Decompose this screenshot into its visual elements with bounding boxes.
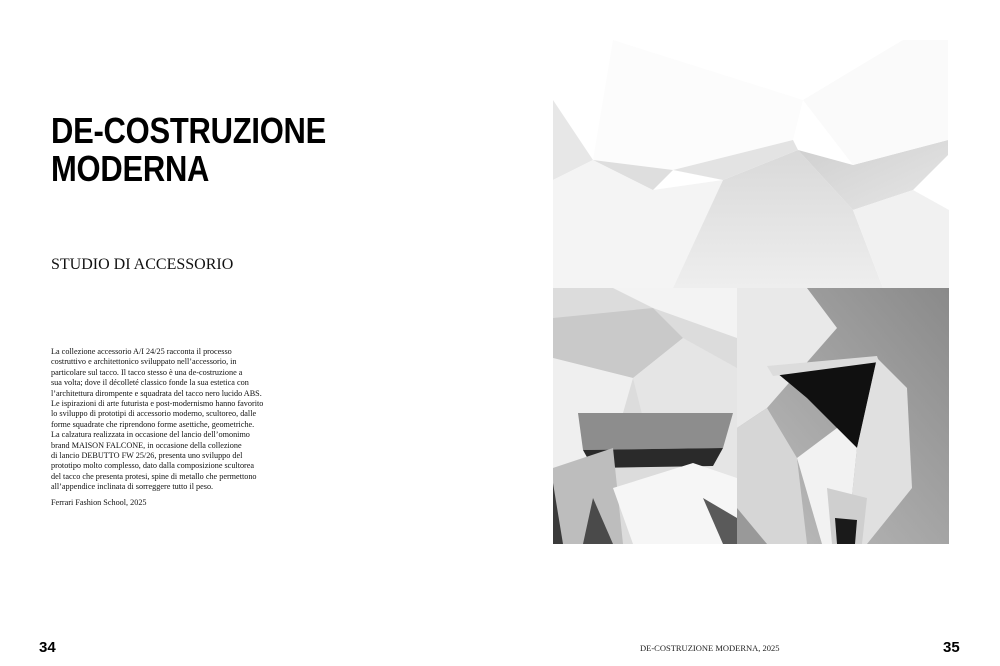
body-line: del tacco che presenta protesi, spine di metallo che permettono bbox=[51, 471, 257, 481]
body-line: particolare sul tacco. Il tacco stesso è una de-costruzione a bbox=[51, 367, 243, 377]
body-line: costruttivo e architettonico sviluppato nell’accessorio, in bbox=[51, 357, 237, 367]
body-line: di lancio DEBUTTO FW 25/26, presenta uno sviluppo del bbox=[51, 451, 243, 461]
body-line: lo sviluppo di prototipi di accessorio moderno, scultoreo, dalle bbox=[51, 409, 257, 419]
page-number-left: 34 bbox=[39, 639, 56, 656]
running-footer: DE-COSTRUZIONE MODERNA, 2025 bbox=[640, 643, 780, 653]
body-line: forme squadrate che riprendono forme asettiche, geometriche. bbox=[51, 419, 255, 429]
page-number-right: 35 bbox=[943, 639, 960, 656]
architecture-photo-bottom-left bbox=[553, 288, 737, 544]
architecture-photo-bottom-right bbox=[737, 288, 949, 544]
body-line: sua volta; dove il décolleté classico fonde la sua estetica con bbox=[51, 378, 249, 388]
page-title bbox=[51, 112, 326, 188]
body-line: Le ispirazioni di arte futurista e post-modernismo hanno favorito bbox=[51, 399, 264, 409]
credit-line: Ferrari Fashion School, 2025 bbox=[51, 498, 147, 507]
body-line: brand MAISON FALCONE, in occasione della collezione bbox=[51, 440, 242, 450]
title-line-2: MODERNA bbox=[51, 148, 210, 189]
architecture-photo-top bbox=[553, 40, 949, 288]
page-subtitle: STUDIO DI ACCESSORIO bbox=[51, 256, 234, 273]
body-line: prototipo molto complesso, dato dalla composizione scultorea bbox=[51, 461, 255, 471]
body-paragraph bbox=[51, 347, 291, 493]
body-line: all’appendice inclinata di sorreggere tutto il peso. bbox=[51, 482, 214, 492]
title-line-1: DE-COSTRUZIONE bbox=[51, 110, 327, 151]
body-line: La collezione accessorio A/I 24/25 racconta il processo bbox=[51, 347, 232, 356]
body-line: La calzatura realizzata in occasione del lancio dell’omonimo bbox=[51, 430, 250, 440]
body-line: l’architettura dirompente e squadrata del tacco nero lucido ABS. bbox=[51, 388, 262, 398]
